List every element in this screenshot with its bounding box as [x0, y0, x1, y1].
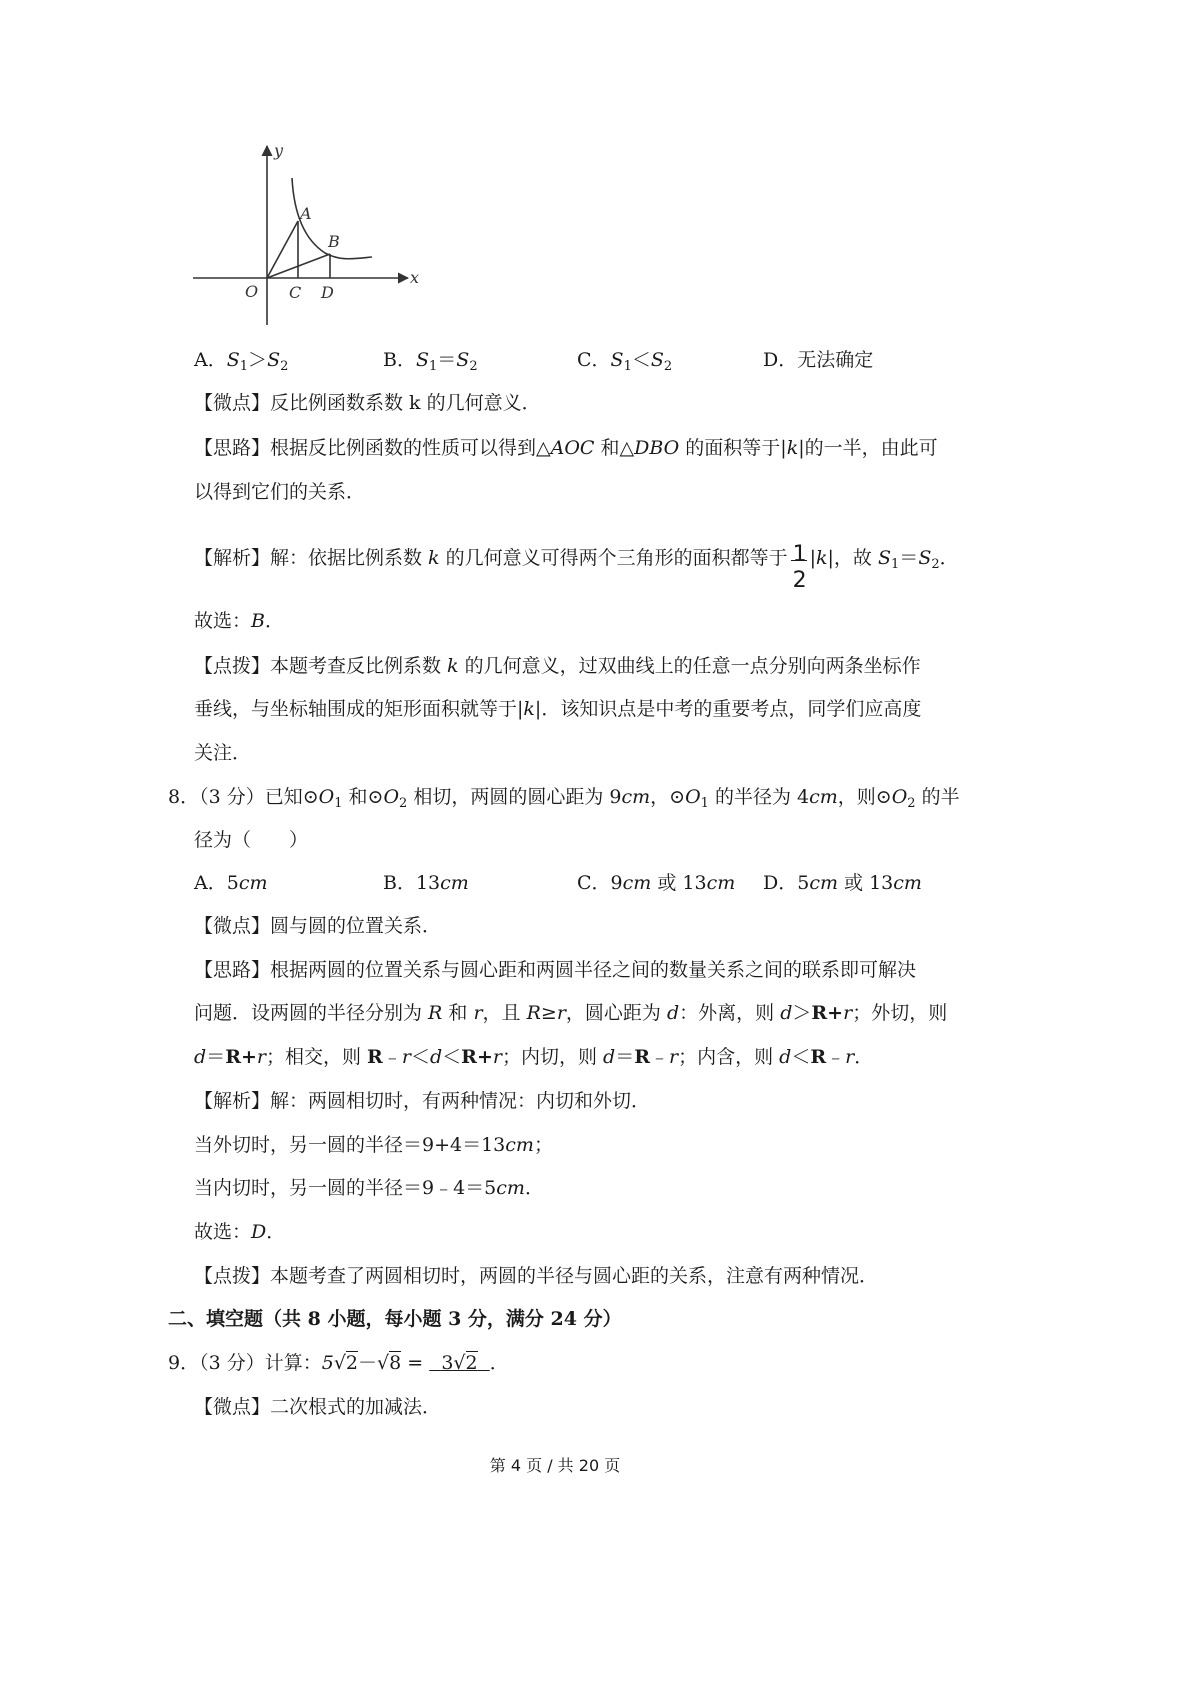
q8-option-b: B．13cm — [383, 872, 469, 894]
q8-silu-line-2: 问题．设两圆的半径分别为 R 和 r，且 R≥r，圆心距为 d：外离，则 d＞R+r；外切，则 — [194, 1002, 948, 1024]
label-b: B — [328, 232, 340, 251]
q9-weidian: 【微点】二次根式的加减法． — [194, 1396, 442, 1418]
q7-option-c: C．$S_1<S_2$ — [577, 349, 673, 374]
q7-option-a: A．$S_1>S_2$ — [194, 349, 289, 374]
q8-dianbo: 【点拨】本题考查了两圆相切时，两圆的半径与圆心距的关系，注意有两种情况． — [194, 1265, 879, 1287]
q9-stem: 9．（3 分）计算：5√2－√8 = 3√2 ． — [168, 1352, 509, 1374]
q8-option-c: C．9cm 或 13cm — [577, 872, 736, 894]
q7-option-d: D．无法确定 — [763, 349, 874, 371]
section-2-title: 二、填空题（共 8 小题，每小题 3 分，满分 24 分） — [168, 1308, 622, 1330]
q7-dianbo-line-1: 【点拨】本题考查反比例系数 k 的几何意义，过双曲线上的任意一点分别向两条坐标作 — [194, 655, 921, 677]
q8-option-d: D．5cm 或 13cm — [763, 872, 922, 894]
q8-inner-tangent-line: 当内切时，另一圆的半径＝9﹣4＝5cm． — [194, 1177, 544, 1199]
segment-oa — [267, 221, 298, 278]
q7-weidian: 【微点】反比例函数系数 k 的几何意义． — [194, 392, 541, 414]
hyperbola-figure — [190, 140, 430, 330]
fraction-one-half: 1 2 — [792, 542, 807, 593]
q8-silu-line-3: d＝R+r；相交，则 R﹣r＜d＜R+r；内切，则 d＝R﹣r；内含，则 d＜R﹣r． — [194, 1046, 874, 1068]
q8-answer: 故选：D． — [194, 1221, 286, 1243]
page-number: 第 4 页 / 共 20 页 — [489, 1456, 621, 1475]
label-y: y — [274, 141, 284, 160]
label-d: D — [321, 283, 334, 302]
q9-expression: 5√2－√8 = — [321, 1352, 430, 1374]
q7-jiexi: 【解析】解：依据比例系数 k 的几何意义可得两个三角形的面积都等于 1 2 |k|，故 $S_1=S_2$． — [194, 538, 959, 585]
q8-silu-line-1: 【思路】根据两圆的位置关系与圆心距和两圆半径之间的数量关系之间的联系即可解决 — [194, 959, 917, 981]
label-c: C — [289, 283, 302, 302]
q8-weidian: 【微点】圆与圆的位置关系． — [194, 915, 442, 937]
q7-option-b: B．$S_1=S_2$ — [383, 349, 478, 374]
q8-stem-line-1: 8．（3 分）已知$⊙O_1$ 和$⊙O_2$ 相切，两圆的圆心距为 9cm，$⊙O_1$ 的半径为 4cm，则$⊙O_2$ 的半 — [168, 786, 960, 811]
q7-dianbo-line-3: 关注． — [194, 742, 252, 764]
q7-answer: 故选：B． — [194, 610, 284, 632]
q8-outer-tangent-line: 当外切时，另一圆的半径＝9+4＝13cm； — [194, 1134, 553, 1156]
q8-option-a: A．5cm — [194, 872, 268, 894]
label-o: O — [245, 282, 259, 301]
label-x: x — [410, 268, 420, 287]
q8-stem-line-2: 径为（ ） — [194, 829, 309, 851]
q9-answer-blank: 3√2 — [441, 1352, 478, 1374]
q7-silu-line-1: 【思路】根据反比例函数的性质可以得到△AOC 和△DBO 的面积等于|k|的一半，由此可 — [194, 437, 938, 459]
q7-dianbo-line-2: 垂线，与坐标轴围成的矩形面积就等于|k|．该知识点是中考的重要考点，同学们应高度 — [194, 698, 922, 720]
q7-silu-line-2: 以得到它们的关系． — [194, 481, 366, 503]
q8-jiexi: 【解析】解：两圆相切时，有两种情况：内切和外切． — [194, 1090, 651, 1112]
label-a: A — [300, 204, 312, 223]
